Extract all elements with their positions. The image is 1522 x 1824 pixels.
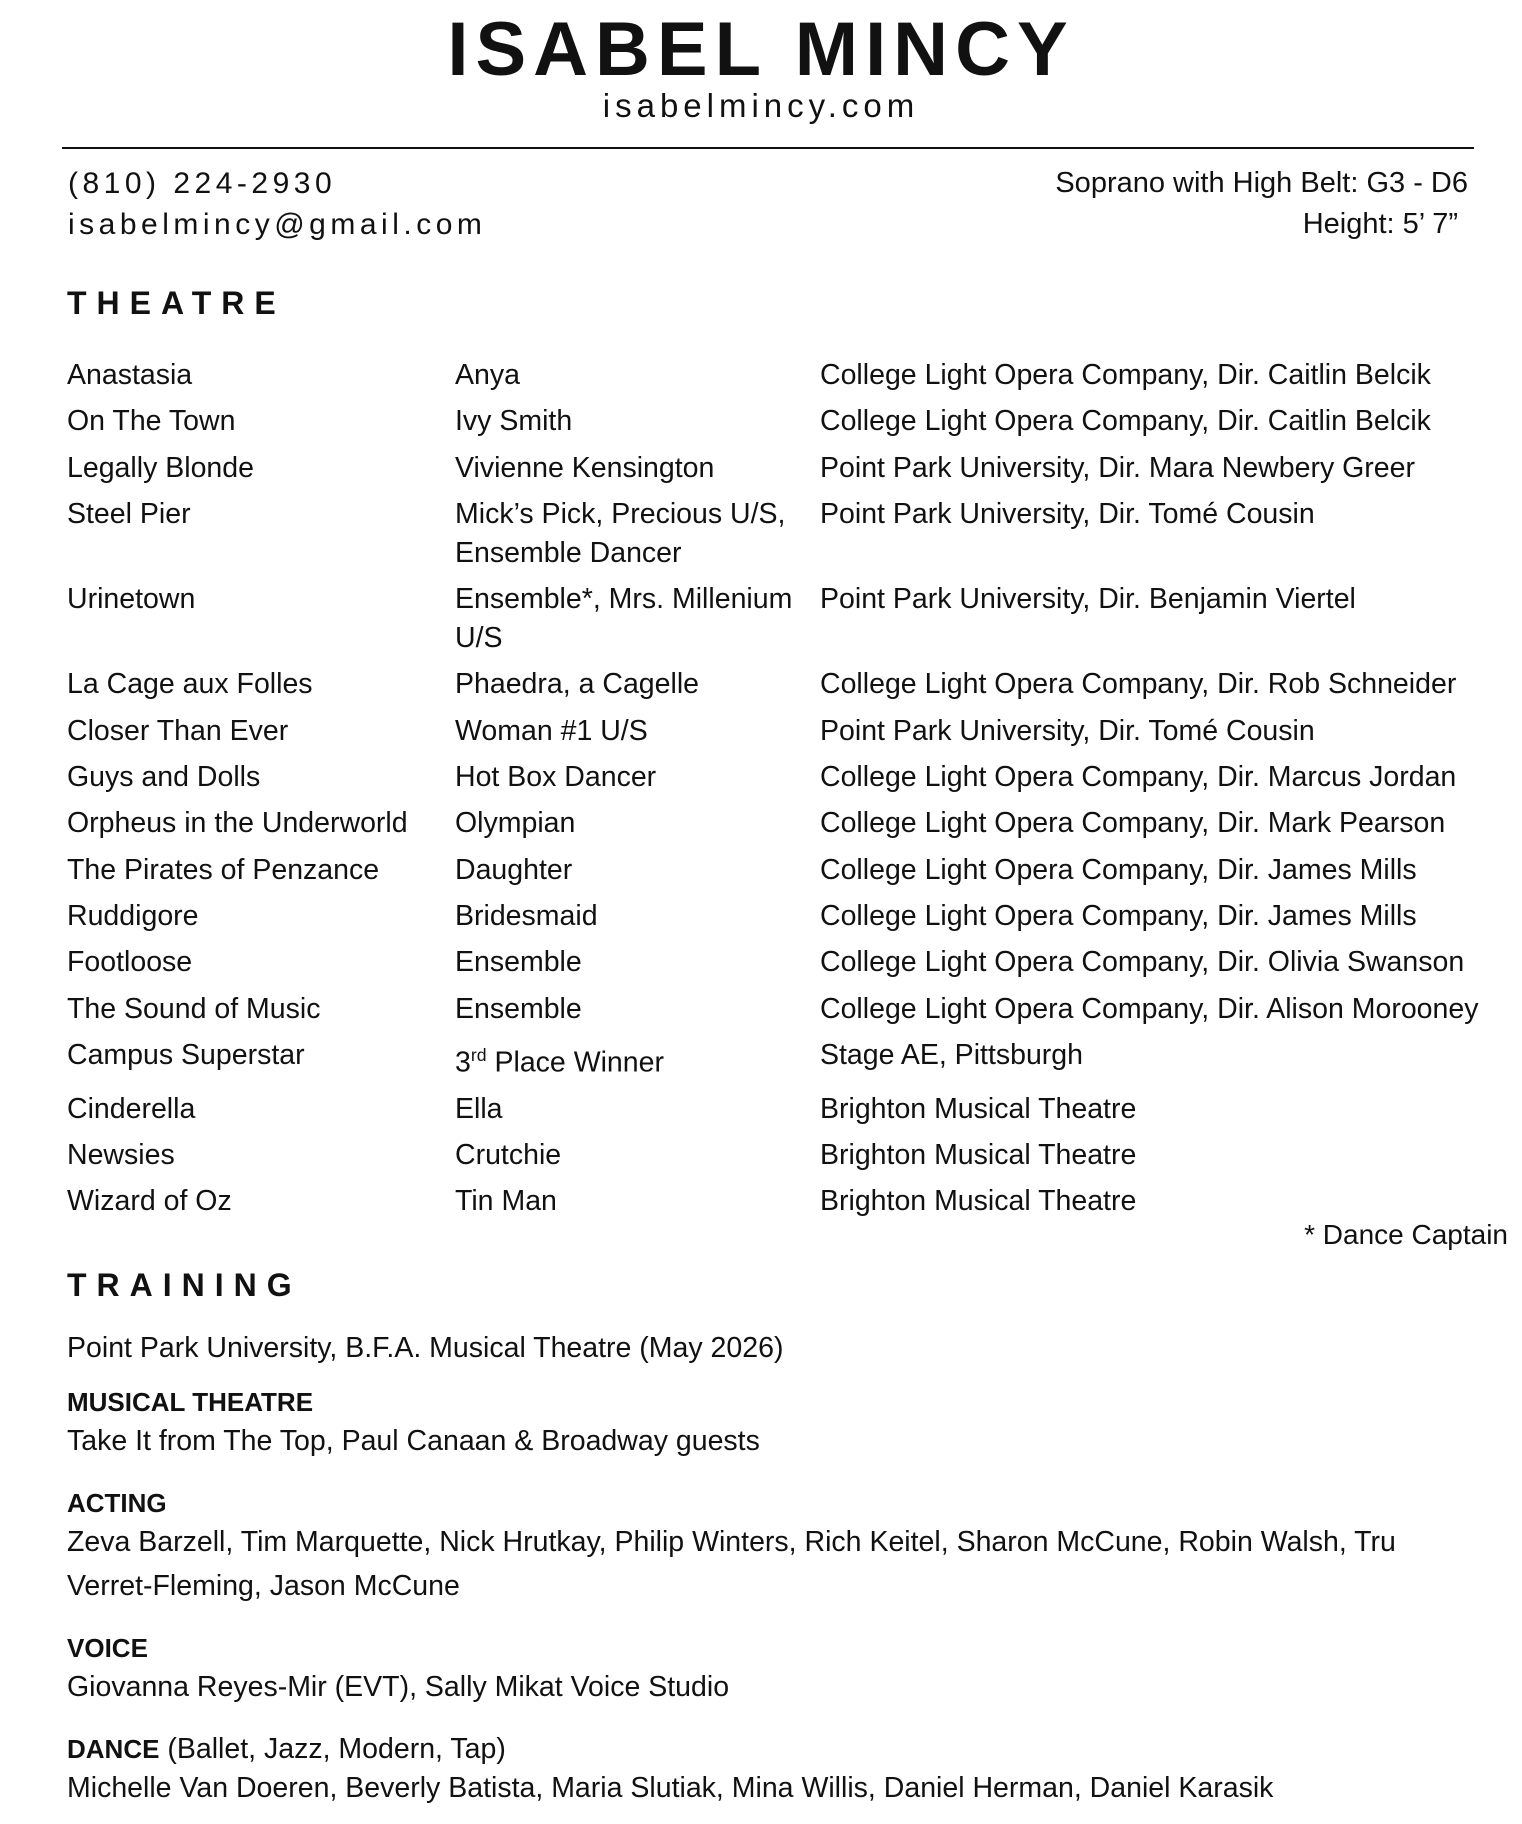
email-address[interactable]: isabelmincy@gmail.com — [68, 208, 487, 241]
show-title: Ruddigore — [67, 899, 199, 932]
show-title: The Sound of Music — [67, 992, 321, 1025]
company-director: College Light Opera Company, Dir. James Mills — [820, 899, 1417, 932]
role-name: Crutchie — [455, 1138, 562, 1171]
company-director: College Light Opera Company, Dir. Olivia Swanson — [820, 946, 1465, 979]
company-director: Point Park University, Dir. Tomé Cousin — [820, 714, 1315, 747]
company-director: College Light Opera Company, Dir. James Mills — [820, 853, 1417, 886]
company-director: Brighton Musical Theatre — [820, 1092, 1137, 1125]
role-name: Tin Man — [455, 1185, 557, 1218]
show-title: Anastasia — [67, 359, 193, 391]
credit-row — [67, 665, 1517, 704]
company-director: College Light Opera Company, Dir. Marcus Jordan — [820, 761, 1457, 794]
credit-row — [67, 580, 1517, 658]
role-name: Ensemble — [455, 946, 582, 979]
voice-type: Soprano with High Belt: G3 - D6 — [1055, 167, 1468, 199]
dance-heading-line — [67, 1732, 1487, 1766]
company-director: Stage AE, Pittsburgh — [820, 1038, 1083, 1071]
company-director: College Light Opera Company, Dir. Alison Morooney — [820, 992, 1479, 1025]
theatre-credits-table — [67, 356, 1517, 1229]
credit-row — [67, 897, 1517, 936]
musical-theatre-heading: MUSICAL THEATRE — [67, 1387, 314, 1417]
role-name: Ella — [455, 1092, 503, 1125]
phone-number[interactable]: (810) 224-2930 — [68, 167, 337, 200]
company-director: College Light Opera Company, Dir. Rob Schneider — [820, 668, 1457, 701]
dance-captain-note: * Dance Captain — [1304, 1219, 1508, 1250]
credit-row — [67, 1090, 1517, 1129]
show-title: Newsies — [67, 1138, 175, 1171]
role-name: Phaedra, a Cagelle — [455, 668, 700, 701]
role-name: Hot Box Dancer — [455, 761, 657, 794]
credit-row — [67, 402, 1517, 441]
dance-styles: (Ballet, Jazz, Modern, Tap) — [159, 1733, 506, 1765]
show-title: Footloose — [67, 946, 193, 979]
training-heading: TRAINING — [67, 1267, 302, 1303]
acting-heading: ACTING — [67, 1488, 167, 1518]
credit-row — [67, 804, 1517, 843]
show-title: Steel Pier — [67, 497, 191, 530]
role-name: Anya — [455, 359, 520, 391]
credit-row — [67, 1136, 1517, 1175]
contact-info — [68, 163, 486, 245]
training-degree — [67, 1326, 1487, 1370]
company-director: Brighton Musical Theatre — [820, 1185, 1137, 1218]
credit-row — [67, 990, 1517, 1029]
show-title: Wizard of Oz — [67, 1185, 232, 1218]
role-name: 3rd Place Winner — [455, 1044, 664, 1079]
role-name: Vivienne Kensington — [455, 451, 715, 484]
credit-row — [67, 1036, 1517, 1083]
performer-name: ISABEL MINCY — [447, 7, 1075, 92]
show-title: Campus Superstar — [67, 1038, 305, 1071]
training-dance — [67, 1732, 1487, 1810]
website-link[interactable]: isabelmincy.com — [602, 87, 920, 124]
credit-row — [67, 943, 1517, 982]
show-title: On The Town — [67, 405, 236, 438]
role-name: Olympian — [455, 807, 576, 840]
credit-row — [67, 758, 1517, 797]
acting-text: Zeva Barzell, Tim Marquette, Nick Hrutkay, Philip Winters, Rich Keitel, Sharon McCune, Robin Walsh, Tru Verret-Fleming, Jason McCune — [67, 1526, 1396, 1602]
musical-theatre-text: Take It from The Top, Paul Canaan & Broadway guests — [67, 1425, 760, 1457]
company-director: Point Park University, Dir. Mara Newbery Greer — [820, 451, 1415, 484]
show-title: Closer Than Ever — [67, 714, 289, 747]
show-title: Guys and Dolls — [67, 761, 261, 794]
credit-row — [67, 1182, 1517, 1221]
height: Height: 5’ 7” — [1302, 208, 1458, 240]
role-name: Ensemble — [455, 992, 582, 1025]
dance-heading: DANCE — [67, 1734, 160, 1764]
company-director: College Light Opera Company, Dir. Mark Pearson — [820, 807, 1446, 840]
show-title: Urinetown — [67, 583, 196, 616]
credit-row — [67, 356, 1517, 395]
company-director: College Light Opera Company, Dir. Caitlin Belcik — [820, 405, 1431, 438]
show-title: La Cage aux Folles — [67, 668, 313, 701]
theatre-heading: THEATRE — [67, 285, 286, 321]
training-acting — [67, 1486, 1487, 1608]
role-name: Mick’s Pick, Precious U/S, Ensemble Dancer — [455, 497, 786, 569]
physical-info — [1055, 163, 1468, 245]
credit-row — [67, 449, 1517, 488]
voice-text: Giovanna Reyes-Mir (EVT), Sally Mikat Voice Studio — [67, 1671, 730, 1703]
company-director: Brighton Musical Theatre — [820, 1138, 1137, 1171]
training-voice — [67, 1631, 1487, 1709]
show-title: Orpheus in the Underworld — [67, 807, 408, 840]
role-name: Bridesmaid — [455, 899, 598, 932]
ordinal-suffix: rd — [470, 1044, 487, 1065]
role-name: Ivy Smith — [455, 405, 573, 438]
role-name: Woman #1 U/S — [455, 714, 648, 747]
company-director: Point Park University, Dir. Tomé Cousin — [820, 497, 1315, 530]
show-title: The Pirates of Penzance — [67, 853, 380, 886]
credit-row — [67, 495, 1517, 573]
dance-text: Michelle Van Doeren, Beverly Batista, Maria Slutiak, Mina Willis, Daniel Herman, Daniel Karasik — [67, 1772, 1274, 1804]
company-director: College Light Opera Company, Dir. Caitlin Belcik — [820, 359, 1431, 391]
credit-row — [67, 851, 1517, 890]
show-title: Cinderella — [67, 1092, 196, 1125]
role-name: Daughter — [455, 853, 573, 886]
role-name: Ensemble*, Mrs. Millenium U/S — [455, 583, 793, 655]
credit-row — [67, 712, 1517, 751]
training-musical-theatre — [67, 1385, 1487, 1463]
show-title: Legally Blonde — [67, 451, 254, 484]
company-director: Point Park University, Dir. Benjamin Viertel — [820, 583, 1356, 616]
voice-heading: VOICE — [67, 1633, 148, 1663]
degree-text: Point Park University, B.F.A. Musical Theatre (May 2026) — [67, 1332, 784, 1364]
header-divider — [62, 147, 1474, 149]
